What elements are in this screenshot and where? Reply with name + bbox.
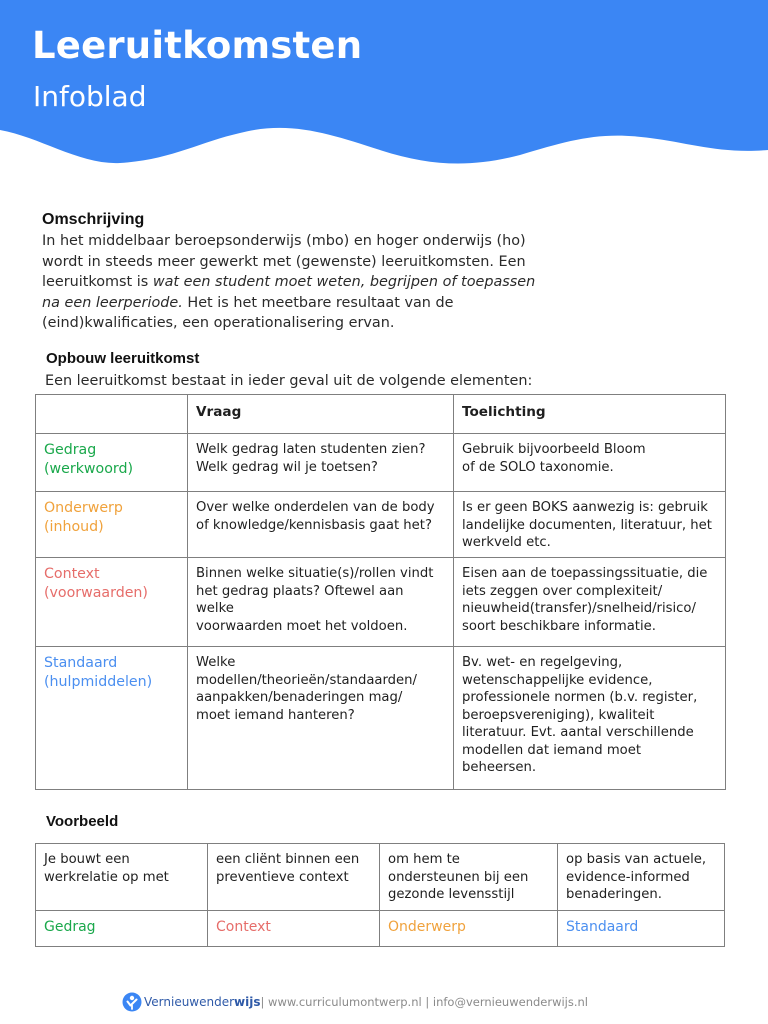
omschrijving-line-1: In het middelbaar beroepsonderwijs (mbo) en hoger onderwijs (ho) [42, 233, 526, 249]
omschrijving-paragraph [42, 231, 542, 334]
page-header [0, 0, 768, 175]
voorbeeld-label-row [36, 911, 725, 947]
label-standaard: Standaard [558, 911, 725, 947]
vraag-cell: Welk gedrag laten studenten zien? Welk gedrag wil je toetsen? [188, 434, 454, 492]
element-cell: Onderwerp (inhoud) [36, 492, 188, 558]
element-cell: Gedrag (werkwoord) [36, 434, 188, 492]
document-subtitle: Infoblad [33, 80, 147, 113]
table-row-gedrag [36, 434, 726, 492]
person-check-icon [122, 992, 142, 1012]
vraag-cell: Over welke onderdelen van de body of knowledge/kennisbasis gaat het? [188, 492, 454, 558]
vraag-cell: Welke modellen/theorieën/standaarden/ aanpakken/benaderingen mag/ moet iemand hanteren? [188, 647, 454, 790]
column-header-vraag: Vraag [188, 395, 454, 434]
voorbeeld-sentence-row [36, 844, 725, 911]
voorbeeld-cell-standaard: op basis van actuele, evidence-informed benaderingen. [558, 844, 725, 911]
voorbeeld-heading: Voorbeeld [46, 813, 119, 830]
voorbeeld-table [35, 843, 725, 947]
element-cell: Context (voorwaarden) [36, 558, 188, 647]
omschrijving-line-4: na een leerperiode. Het is het meetbare resultaat van de [42, 294, 454, 311]
page-footer [122, 991, 588, 1013]
toelichting-cell: Gebruik bijvoorbeeld Bloom of de SOLO taxonomie. [454, 434, 726, 492]
voorbeeld-cell-context: een cliënt binnen een preventieve context [208, 844, 380, 911]
label-gedrag: Gedrag [36, 911, 208, 947]
footer-contact: | www.curriculumontwerp.nl | info@vernieuwenderwijs.nl [260, 995, 589, 1009]
element-cell: Standaard (hulpmiddelen) [36, 647, 188, 790]
toelichting-cell: Bv. wet- en regelgeving, wetenschappelijke evidence, professionele normen (b.v. register, beroepsvereniging), kwaliteit literatuur. Evt. aantal verschillende modellen dat iemand moet beheersen. [454, 647, 726, 790]
table-row-onderwerp [36, 492, 726, 558]
voorbeeld-cell-gedrag: Je bouwt een werkrelatie op met [36, 844, 208, 911]
brand-name: Vernieuwenderwijs [144, 995, 261, 1009]
opbouw-heading: Opbouw leeruitkomst [46, 350, 200, 367]
table-header-row [36, 395, 726, 434]
omschrijving-line-3: leeruitkomst is wat een student moet weten, begrijpen of toepassen [42, 274, 536, 291]
document-title: Leeruitkomsten [32, 24, 363, 67]
omschrijving-heading: Omschrijving [42, 211, 145, 228]
vraag-cell: Binnen welke situatie(s)/rollen vindt het gedrag plaats? Oftewel aan welke voorwaarden moet het voldoen. [188, 558, 454, 647]
label-onderwerp: Onderwerp [380, 911, 558, 947]
opbouw-intro: Een leeruitkomst bestaat in ieder geval uit de volgende elementen: [45, 373, 533, 389]
table-row-context [36, 558, 726, 647]
table-row-standaard [36, 647, 726, 790]
opbouw-table [35, 394, 726, 790]
voorbeeld-cell-onderwerp: om hem te ondersteunen bij een gezonde levensstijl [380, 844, 558, 911]
label-context: Context [208, 911, 380, 947]
column-header-element [36, 395, 188, 434]
toelichting-cell: Eisen aan de toepassingssituatie, die iets zeggen over complexiteit/ nieuwheid(transfer)/snelheid/risico/ soort beschikbare informatie. [454, 558, 726, 647]
column-header-toelichting: Toelichting [454, 395, 726, 434]
omschrijving-line-5: (eind)kwalificaties, een operationalisering ervan. [42, 315, 395, 332]
omschrijving-line-2: wordt in steeds meer gewerkt met (gewenste) leeruitkomsten. Een [42, 253, 526, 270]
toelichting-cell: Is er geen BOKS aanwezig is: gebruik landelijke documenten, literatuur, het werkveld etc. [454, 492, 726, 558]
